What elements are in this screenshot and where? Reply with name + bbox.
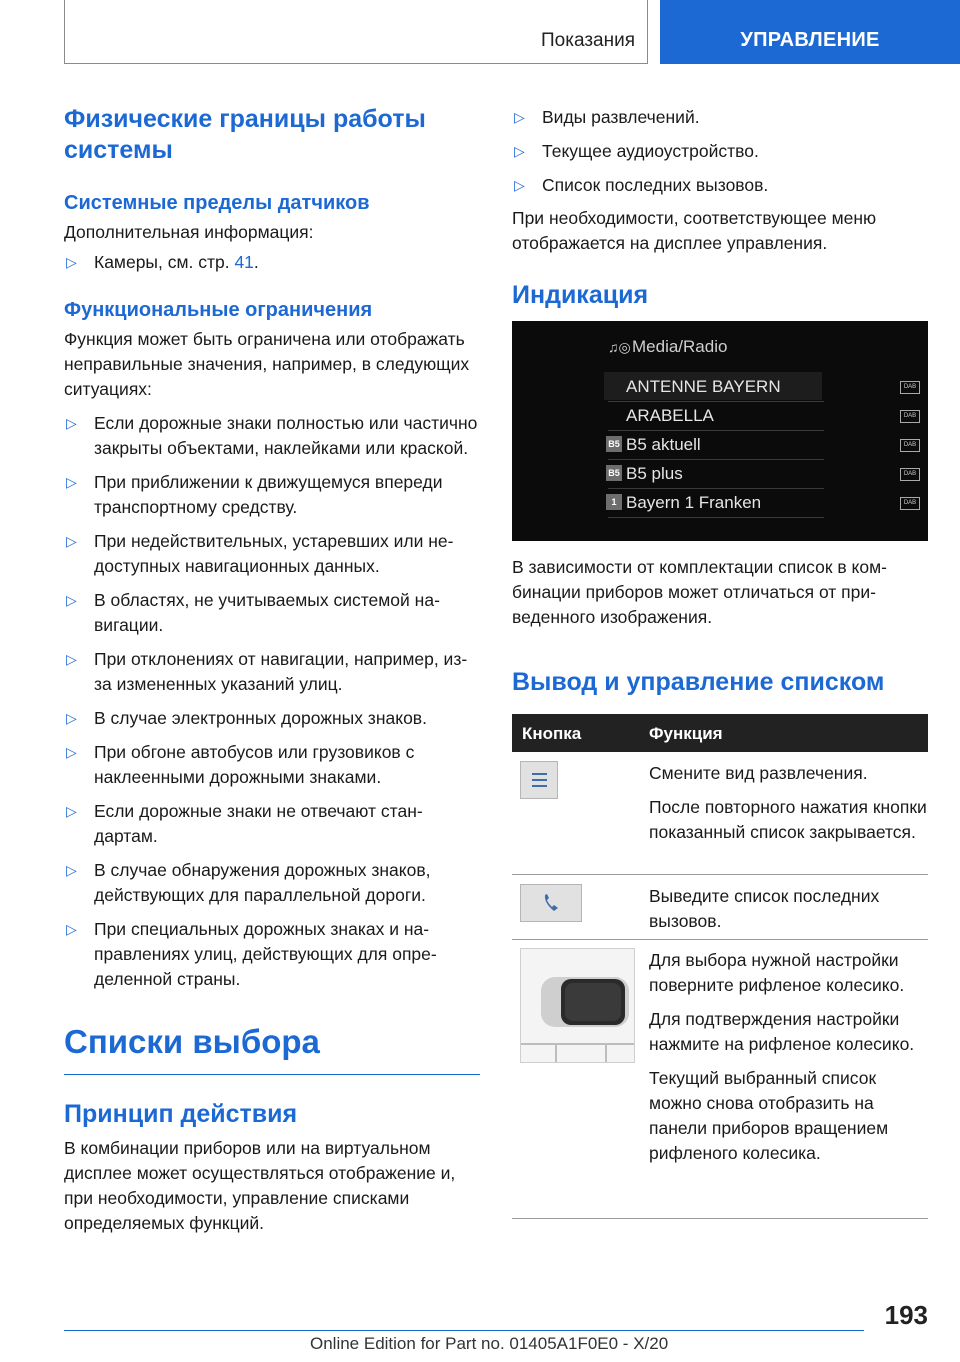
list-item [64, 740, 480, 790]
menu-display-text: При необходимости, соответствующее меню отображается на дисплее управления. [512, 208, 877, 253]
dab-badge: DAB [900, 439, 920, 452]
dab-badge: DAB [900, 468, 920, 481]
left-column [64, 104, 480, 1236]
list-item-text: В случае обнаружения дорожных знаков, действующих для параллельной дороги. [94, 860, 431, 905]
screenshot-caption: В зависимости от комплектации список в комбинации приборов может отличаться от приведенного изображения. [512, 557, 887, 627]
bullet-triangle-icon: ▷ [66, 803, 77, 819]
col-button-header: Кнопка [522, 724, 582, 743]
list-item [64, 470, 480, 520]
list-item [64, 647, 480, 697]
principle-text: В комбинации приборов или на виртуальном дисплее может осуществляться отображение и, при необходимости, управление списками определяемых функций. [64, 1138, 456, 1233]
screen-title: Media/Radio [632, 337, 728, 356]
media-radio-icon: ♫◎ [608, 339, 631, 355]
header-section-title: Показания [541, 30, 635, 51]
bullet-triangle-icon: ▷ [66, 474, 77, 490]
list-item [512, 173, 928, 198]
row3-text-2: Для подтверждения настройки нажмите на рифленое колесико. [649, 1009, 915, 1054]
bullet-triangle-icon: ▷ [66, 533, 77, 549]
heading-list-output: Вывод и управление списком [512, 668, 885, 696]
col-function-header: Функция [649, 724, 723, 743]
station-name: Bayern 1 Franken [626, 493, 762, 512]
row3-text-1: Для выбора нужной настройки поверните рифленое колесико. [649, 950, 905, 995]
list-item-text: При отклонениях от навигации, например, из-за измененных указаний улиц. [94, 649, 468, 694]
list-item [64, 799, 480, 849]
right-column [512, 105, 928, 311]
functional-bullet-list [64, 411, 480, 992]
bullet-triangle-icon: ▷ [66, 710, 77, 726]
list-item-text: Текущее аудиоустройство. [542, 141, 759, 161]
list-item [64, 529, 480, 579]
row1-text-2: После повторного нажатия кнопки показанный список закрывается. [649, 797, 927, 842]
bullet-triangle-icon: ▷ [66, 592, 77, 608]
station-separator [608, 488, 824, 489]
heading-sensor-limits: Системные пределы датчиков [64, 192, 370, 214]
title-rule [64, 1074, 480, 1075]
bullet-triangle-icon: ▷ [66, 921, 77, 937]
heading-indication: Индикация [512, 281, 649, 309]
station-separator [608, 459, 824, 460]
table-row-2-function [649, 884, 931, 943]
bullet-triangle-icon: ▷ [66, 254, 77, 270]
station-row [608, 462, 917, 486]
phone-button-icon [520, 884, 582, 922]
heading-system-limits: Физические границы работы системы [64, 105, 426, 164]
table-row-divider [512, 874, 928, 875]
page-number: 193 [884, 1300, 928, 1330]
table-header [512, 714, 928, 752]
title-selection-lists: Списки выбора [64, 1023, 320, 1060]
station-name: B5 plus [626, 464, 683, 483]
list-item-text: Виды развлечений. [542, 107, 700, 127]
footer-rule [64, 1330, 864, 1331]
list-item-text: При специальных дорожных знаках и направлениях улиц, действующих для определенной страны. [94, 919, 437, 989]
station-row [608, 404, 917, 428]
media-radio-screenshot [512, 321, 928, 541]
dab-badge: DAB [900, 410, 920, 423]
row1-text-1: Смените вид развлечения. [649, 763, 868, 783]
bullet-triangle-icon: ▷ [66, 651, 77, 667]
list-item-text: В случае электронных дорожных знаков. [94, 708, 427, 728]
dab-badge: DAB [900, 381, 920, 394]
sensors-bullet-text: Камеры, см. стр. [94, 252, 235, 272]
list-item [64, 706, 480, 731]
station-logo-icon: B5 [606, 436, 622, 452]
station-name: ARABELLA [626, 406, 714, 425]
station-name: B5 aktuell [626, 435, 701, 454]
list-item [64, 858, 480, 908]
page-link-41[interactable]: 41 [234, 252, 254, 272]
bullet-triangle-icon: ▷ [514, 177, 525, 193]
heading-principle: Принцип действия [64, 1100, 298, 1128]
dab-badge: DAB [900, 497, 920, 510]
row3-text-3: Текущий выбранный список можно снова отобразить на панели приборов вращением рифленого колесика. [649, 1068, 889, 1163]
bullet-triangle-icon: ▷ [514, 143, 525, 159]
table-row-3-function [649, 948, 931, 1175]
list-item-text: При обгоне автобусов или грузовиков с наклеенными дорожными знаками. [94, 742, 415, 787]
table-row-divider [512, 1218, 928, 1219]
station-logo-icon: 1 [606, 494, 622, 510]
station-separator [608, 401, 824, 402]
row2-text-1: Выведите список последних вызовов. [649, 886, 880, 931]
list-item [64, 411, 480, 461]
sensors-bullet-end: . [253, 252, 259, 272]
controller-knob-icon [520, 948, 635, 1063]
table-row-divider [512, 939, 928, 940]
list-item-text: При приближении к движущемуся впереди транспортному средству. [94, 472, 443, 517]
heading-functional-limits: Функциональные ограничения [64, 299, 373, 321]
list-item-text: В областях, не учитываемых системой навигации. [94, 590, 440, 635]
list-item [64, 588, 480, 638]
header-chapter-tab: УПРАВЛЕНИЕ [660, 0, 960, 64]
list-item-text: Если дорожные знаки полностью или частично закрыты объектами, наклейками или краской. [94, 413, 478, 458]
bullet-triangle-icon: ▷ [514, 109, 525, 125]
list-item-text: Список последних вызовов. [542, 175, 769, 195]
station-row [608, 433, 917, 457]
list-item-text: Если дорожные знаки не отвечают стандартам. [94, 801, 423, 846]
entertainment-bullet-list [512, 105, 928, 198]
station-logo-icon: B5 [606, 465, 622, 481]
list-item [512, 139, 928, 164]
list-item-text: При недействительных, устаревших или недоступных навигационных данных. [94, 531, 454, 576]
bullet-triangle-icon: ▷ [66, 862, 77, 878]
footer-edition: Online Edition for Part no. 01405A1F0E0 - X/20 [310, 1334, 669, 1353]
functional-intro: Функция может быть ограничена или отображать неправильные значения, например, в следующих ситуациях: [64, 329, 470, 399]
station-row [608, 491, 917, 515]
list-item [64, 917, 480, 992]
table-row-1-function [649, 761, 931, 854]
sensors-bullet [64, 250, 480, 275]
list-button-icon [520, 761, 558, 799]
sensors-intro: Дополнительная информация: [64, 222, 314, 242]
list-item [512, 105, 928, 130]
bullet-triangle-icon: ▷ [66, 744, 77, 760]
header-section-box [64, 0, 648, 64]
station-name: ANTENNE BAYERN [626, 377, 781, 396]
station-separator [608, 517, 824, 518]
bullet-triangle-icon: ▷ [66, 415, 77, 431]
station-separator [608, 430, 824, 431]
station-row [608, 375, 917, 399]
